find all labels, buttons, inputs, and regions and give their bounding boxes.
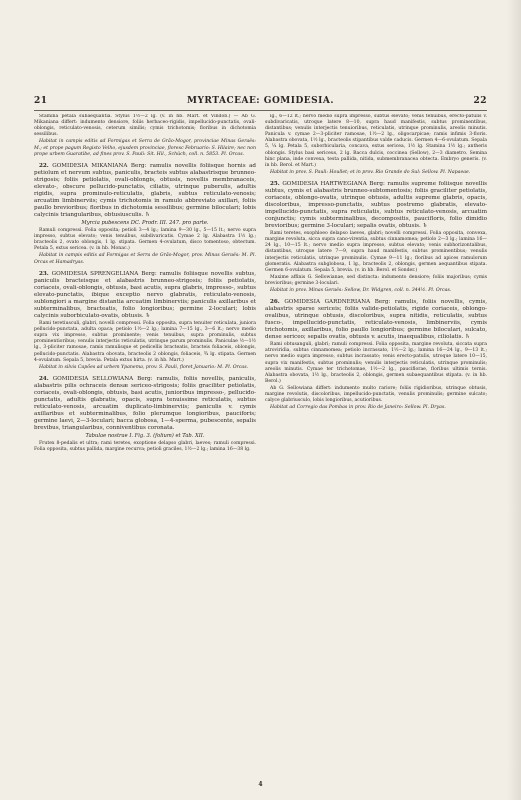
running-header xyxy=(34,96,487,110)
description-paragraph: Ramuli compressi. Folia opposita; petioli 3—4 lg.; lamina 9—30 lg., 5—15 lt.; nervo supra impresso, subtus elevato; venis tenuibus, subdivaricatis. Cymae 2 lg. Alabastra 1½ lg.; bracteolis 2, ovato oblongis, 1 lg. stipata. Germen 4-ovulatum, disco tomentoso, obtectum. Petala 5, extus sericea. (v. in hb. Monac.) xyxy=(34,228,256,252)
description-paragraph: Frutex 8-pedalis et ultra; rami teretes, exoptione delapso glabri, laeves; ramuli compressi. Folia opposita, subtus pallida, margine recurva; petioli graciles, 1½—2 lg.; lamina 16—38 lg. xyxy=(34,440,256,452)
description-paragraph: Stamina petala subaequantia. Stylus 1½—2 lg. (v. in hb. Mart. et Vindob.) — Ab G. Mikaniana differt: indumento densiore, foliis herbaceo-rigidis, impellucido-punctatis, ovali-oblongis, reticulato-venosis, ceterum similis; cymis trichotomis; floribus in dichotomia sessilibus. xyxy=(34,114,256,138)
species-description: GOMIDESIA SPRENGELIANA Berg: ramulis foliisque novellis subtus, paniculis bracteisque et alabastris brunneo-strigosis; foliis petiolatis, coriaceis, ovali-oblongis, obtusis, basi acutis, supra glabris, impresso-, subtus elevato-punctatis, ibique exceptio nervo glabratis, reticulato-venosis, sublongiori a margine distantia arcuatim limbinerviis; paniculis axillaribus et subterminalibus, bracteatis, folio longioribus; germine 2-loculari; lobis calycinis suborbiculato-ovatis, obtusis. ♄ xyxy=(34,271,256,320)
description-paragraph: Maxime affinis G. Sellowianae, sed distincta: indumento densiore; foliis majoribus; cymis brevioribus; germine 3-loculari. xyxy=(265,274,487,286)
species-heading xyxy=(34,376,256,432)
species-heading xyxy=(34,271,256,320)
running-title: MYRTACEAE: GOMIDESIA. xyxy=(187,96,334,106)
species-number: 23. xyxy=(39,271,49,278)
page-number-left: 21 xyxy=(34,96,48,106)
description-paragraph: Ab G. Sellowiana differt: indumento multo rariore; foliis rigidioribus, utrinque obtusis, margine revolutis, discoloribus, impellucido-punctatis, venulis prominulis; germine sulcato; calyce glabriusculo, lobis longioribus, acutioribus. xyxy=(265,385,487,404)
description-paragraph: Rami obtusanguli, glabri; ramuli compressi. Folia opposita, margine revoluta, siccata supra atroviridia, subtus cinnamomea; petiolo incrassato, 1½—2 lg.; lamina 16—24 lg., 9—13 lt.; nervo medio supra impresso, subtus incrassato; venis erecto-patulis, utroque latere 10—15, supra vix manifestis, subtus prominulis; venulis interjectis reticulatis, utrinque prominulis; areolis minutis. Cymae ter trichotomae, 1½—2 lg., pauciflorae, floribus ultimis ternis. Alabastra obovata, 1½ lg., bracteolis 2, oblongis, germen subaequantibus stipata. (v. in hb. Berol.) xyxy=(265,342,487,384)
habitat-note: Habitat in campis editis ad Formigas et Serra de Grão-Mogor, provinciae Minas Geraës: M.; et prope pagum Registo Velho, ejusdem provinciae, floresc Februario: S. Hilaire; nec non prope urbem Guaratibe, ad fines prov. S. Pauli: Sit. Hil., Schüch, coll. n. 5853. Pl. Orcas. xyxy=(34,139,256,157)
header-rule xyxy=(34,110,487,111)
habitat-note: Habitat in silvis Capões ad urbem Ypanema, prov. S. Pauli, floret Januario: M. Pl. Orcas. xyxy=(39,364,249,370)
left-text-column xyxy=(34,114,256,776)
habitat-note: Habitat in campis editis ad Formigas et Serra de Grão-Mogor, prov. Minas Geraës: M. Pl. Orcas et Hamadryas. xyxy=(34,253,256,265)
reference-line: Myrcia pubescens DC. Prodr. III. 247. pro parte. xyxy=(81,220,209,227)
description-paragraph: lg., 6—12 lt.; nervo medio supra impresso, subtus elevato; venis tenuibus, erecto-patulis v. subdivaricatis, utroque latere 8—10, supra haud manifestis, subtus prominentibus, distantibus; venulis interjectis tenuioribus, reticulatis, utrinque prominulis, areolis minutis. Panicula v. cymae 2—3-pliciter ramosae, 1½—2 lg., oligocarpicae; ramis infimis 3-floris. Alabastra obovata, 1½ lg., bracteolis stipantibus valde caducis. Germen 4—6-ovulatum. Sepala 5, ¼ lg. Petala 5, suborbicularia, concava, extus sericea, 1½ lg. Stamina 1½ lg.; antheris oblongis. Stylus basi sericeus, 2 lg. Bacca dulcis, coccinea (Sellow), 2—3 diametro. Semina hinc plana, inde convexa, testa pallida, nitida, submembranacea obtecta. Embryo generis. (v. in hb. Berol. et Mart.) xyxy=(265,114,487,168)
habitat-note: Habitat in prov. Minas Geraës: Sellow, Dr. Widgren, coll. n. 344½. Pl. Orcas. xyxy=(270,287,452,293)
species-description: GOMIDESIA GARDNERIANA Berg: ramulis, foliis novellis, cymis, alabastris sparse sericeis; foliis valide-petiolatis, rigide coriaceis, oblongo-ovalibus, utrinque obtusis, discoloribus, supra nitidis, reticulatis, subtus fusco-, impellucido-punctatis, reticulato-venosis, limbinerviis, cymis trichotomis, axillaribus, folio paullo longioribus; germine biloculari, sulcato, dense sericeo; sepalis ovatis, obtusis v. acutis, inaequalibus, ciliolatis. ♄ xyxy=(265,299,487,341)
species-number: 25. xyxy=(270,181,280,188)
species-number: 26. xyxy=(270,299,280,306)
species-heading xyxy=(265,299,487,341)
right-text-column xyxy=(265,114,487,776)
page-number-right: 22 xyxy=(473,96,487,106)
species-heading xyxy=(34,163,256,219)
reference-line: Tabulae nostrae I. Fig. 3. (folium) et Tab. XII. xyxy=(85,433,205,440)
species-number: 22. xyxy=(39,163,49,170)
species-heading xyxy=(265,181,487,230)
species-description: GOMIDESIA SELLOWIANA Berg: ramulis, foliis novellis, paniculis, alabastris pilis ochraceis densæ sericeo-strigosis; foliis graciliter petiolatis, coriaceis, ovali-oblongis, obtusis, basi acutis, junioribus impresso-, pellucido-punctatis, adultis glabratis, opacis, supra tenuissime reticulatis, subtus reticulato-venosis, arcuatim duplicato-limbinerviis; paniculis v. cymis axillaribus et subterminalibus, folio plerumque longioribus, pauciforis; germine laevi, 2—3-loculari; bacca globosa, 1—4-sperma, pubescente, sepalis brevibus, triangularibus, conniventibus coronata. xyxy=(34,376,256,432)
species-description: GOMIDESIA MIKANIANA Berg: ramulis novellis foliisque hornis ad petiolum et nervum subtus, paniculis, bracteis subtus alabastrisque brunneo-strigosis; foliis petiolatis, ovali-oblongis, obtusis, novellis membranaceis, elevato-, obscure pellucido-punctatis, ciliatis, utrinque puberulis, adultis rigidis, supra prominulo-reticulatis, glabris, subtus reticulato-venosis; arcuatim limbinerviis; cymis trichotomis in ramulo abbreviato axillari, foliis paullo brevioribus; floribus in dichotomia sessilibus; germine biloculari; lobis calycinis triangularibus, obtusiusculis. ♄ xyxy=(34,163,256,219)
description-paragraph: Rami teretes, exophloeo delapso laeves, glabri; novelli compressi. Folia opposita, convexa, margine revoluta, sicca supra cano-virentia, subtus cinnamomea; petiolo 2—3 lg.; lamina 16—24 lg., 10—15 lt.; nervo medio supra impresso, subtus elevato; venis subhorizontalibus, distantibus, utroque latere 7—9, supra haud manifestis, subtus prominentibus; venulis interjectis reticulatis, utrinque prominulis. Cymae 9—11 lg.; floribus ad apices ramulorum glomeratis. Alabastra subglobosa, 1 lg., bracteolis 2, oblongis, germen aequantibus stipata. Germen 6-ovulatum. Sepala 5, brevia. (v. in hb. Berol. et Sonder.) xyxy=(265,231,487,273)
page-edge-shading xyxy=(507,0,521,800)
habitat-note: Habitat in prov. S. Pauli: Houllet; et in prov. Rio Grande do Sul: Sellow. Pl. Napaeae. xyxy=(270,169,471,175)
description-paragraph: Rami teretiusculi, glabri, novelli compressi. Folia opposita, supra tenuiter reticulata, juniora pellucido-punctata, adulta opaca; petiolo 1½—2 lg.; lamina 7—15 lg., 3—6 lt.; nervo medio supra vix impresso, subtus prominente; venis tenuibus, supra prominulis, subtus prominentioribus; venulis interjectis reticulatis, utrinque parum prominulis. Paniculae ½—1½ lg., 3-pliciter ramosae, ramis ramulisque et pedicellis bracteatis, bracteis foliaceis, oblongis, pellucido-punctatis. Alabastra obovata, bracteolis 2 oblongis, foliaceis, ¾ lg. stipata. Germen 4-ovulatum. Sepala 5, brevia. Petala extus hirta. (v. in hb. Mart.) xyxy=(34,321,256,363)
habitat-note: Habitat ad Corregio das Pombas in prov. Rio de Janeiro: Sellow. Pl. Dryas. xyxy=(270,405,446,411)
folio-mark: 4 xyxy=(258,781,263,788)
species-description: GOMIDESIA HARTWEGIANA Berg: ramulis supreme foliisque novellis subtus, cymis et alabastris brunneo-subtomentosis; foliis graciliter petiolatis, coriaceis, oblongo-ovatis, utrinque obtusis, adultis supreme glabris, opacis, discoloribus, impresso-punctatis, subtus postremo glabratis, elevato-impellucido-punctatis, supra reticulatis, subtus reticulato-venosis, arcuatim conjunctis; cymis subterminalibus, decompositis, paucifloris, folio dimidio brevioribus; germine 3-loculari; sepalis ovatis, obtusis. ♄ xyxy=(265,181,487,230)
species-number: 24. xyxy=(39,376,49,383)
